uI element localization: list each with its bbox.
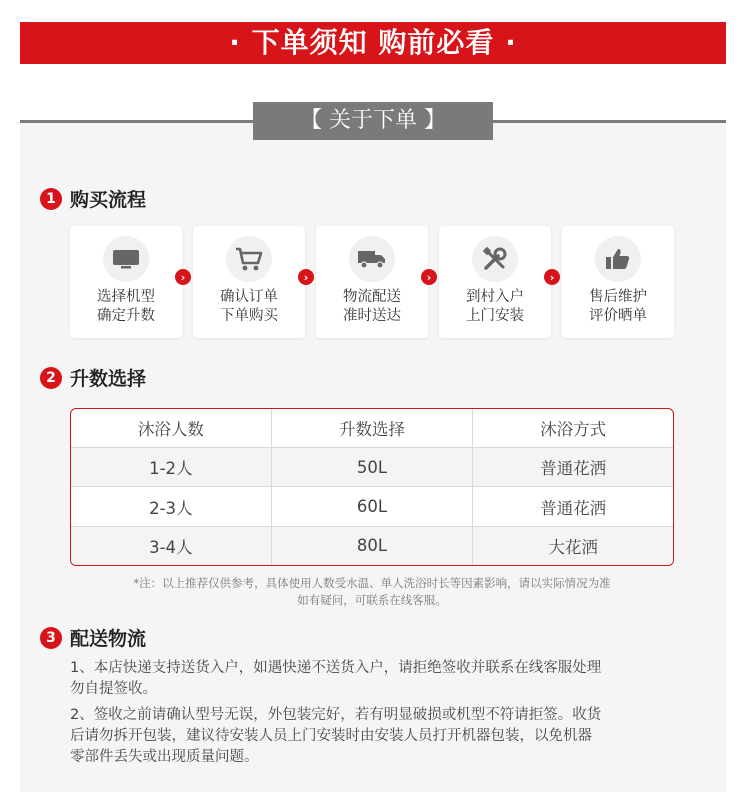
step-label-line1: 物流配送 xyxy=(343,289,401,305)
thumbs-up-icon xyxy=(595,236,641,282)
section-title: 购买流程 xyxy=(70,189,147,211)
table-row xyxy=(71,448,673,487)
step-label-line1: 售后维护 xyxy=(589,289,647,305)
chevron-right-icon: › xyxy=(175,269,191,285)
delivery-paragraph-1 xyxy=(70,658,660,700)
step-home-install xyxy=(439,226,551,338)
chevron-right-icon: › xyxy=(421,269,437,285)
table-cell: 普通花洒 xyxy=(473,487,673,526)
chevron-right-icon: › xyxy=(544,269,560,285)
table-footnote xyxy=(70,575,674,609)
paragraph-line: 2、签收之前请确认型号无误，外包装完好，若有明显破损或机型不符请拒签。收货 xyxy=(70,707,602,723)
table-cell: 普通花洒 xyxy=(473,448,673,487)
table-cell: 80L xyxy=(271,526,473,565)
section-title: 升数选择 xyxy=(70,368,147,390)
table-header-cell: 升数选择 xyxy=(271,409,473,448)
footnote-line: 如有疑问，可联系在线客服。 xyxy=(297,593,447,607)
step-logistics xyxy=(316,226,428,338)
table-cell: 50L xyxy=(271,448,473,487)
table-cell: 3-4人 xyxy=(71,526,271,565)
step-label-line2: 下单购买 xyxy=(220,308,278,324)
section-number-badge: 2 xyxy=(40,367,62,389)
paragraph-line: 零部件丢失或出现质量问题。 xyxy=(70,749,259,765)
table-header-row xyxy=(71,409,673,448)
paragraph-line: 勿自提签收。 xyxy=(70,681,157,697)
page-banner: · 下单须知 购前必看 · xyxy=(20,22,726,64)
step-label-line2: 准时送达 xyxy=(343,308,401,324)
step-label-line1: 确认订单 xyxy=(220,289,278,305)
step-confirm-order xyxy=(193,226,305,338)
section-number-badge: 1 xyxy=(40,188,62,210)
step-label-line2: 评价晒单 xyxy=(589,308,647,324)
section-title: 配送物流 xyxy=(70,628,147,650)
capacity-table xyxy=(70,408,674,566)
paragraph-line: 1、本店快递支持送货入户，如遇快递不送货入户，请拒绝签收并联系在线客服处理 xyxy=(70,660,602,676)
delivery-truck-icon xyxy=(349,236,395,282)
section-heading-delivery xyxy=(40,624,146,651)
table-row xyxy=(71,487,673,526)
section-heading-capacity xyxy=(40,364,146,391)
section-number-badge: 3 xyxy=(40,627,62,649)
table-row xyxy=(71,526,673,565)
table-cell: 2-3人 xyxy=(71,487,271,526)
tools-icon xyxy=(472,236,518,282)
table-cell: 1-2人 xyxy=(71,448,271,487)
step-label-line2: 确定升数 xyxy=(97,308,155,324)
chevron-right-icon: › xyxy=(298,269,314,285)
step-select-model xyxy=(70,226,182,338)
footnote-line: *注：以上推荐仅供参考，具体使用人数受水温、单人洗浴时长等因素影响，请以实际情况为准 xyxy=(133,576,611,590)
tv-icon xyxy=(103,236,149,282)
table-header-cell: 沐浴方式 xyxy=(473,409,673,448)
step-label-line1: 到村入户 xyxy=(466,289,524,305)
table-header-cell: 沐浴人数 xyxy=(71,409,271,448)
step-label-line1: 选择机型 xyxy=(97,289,155,305)
step-after-sales xyxy=(562,226,674,338)
table-cell: 大花洒 xyxy=(473,526,673,565)
table-cell: 60L xyxy=(271,487,473,526)
paragraph-line: 后请勿拆开包装，建议待安装人员上门安装时由安装人员打开机器包装，以免机器 xyxy=(70,728,592,744)
section-tab-about-order: 【 关于下单 】 xyxy=(253,102,493,140)
step-label-line2: 上门安装 xyxy=(466,308,524,324)
section-heading-purchase-flow xyxy=(40,185,146,212)
shopping-cart-icon xyxy=(226,236,272,282)
delivery-paragraph-2 xyxy=(70,705,660,768)
